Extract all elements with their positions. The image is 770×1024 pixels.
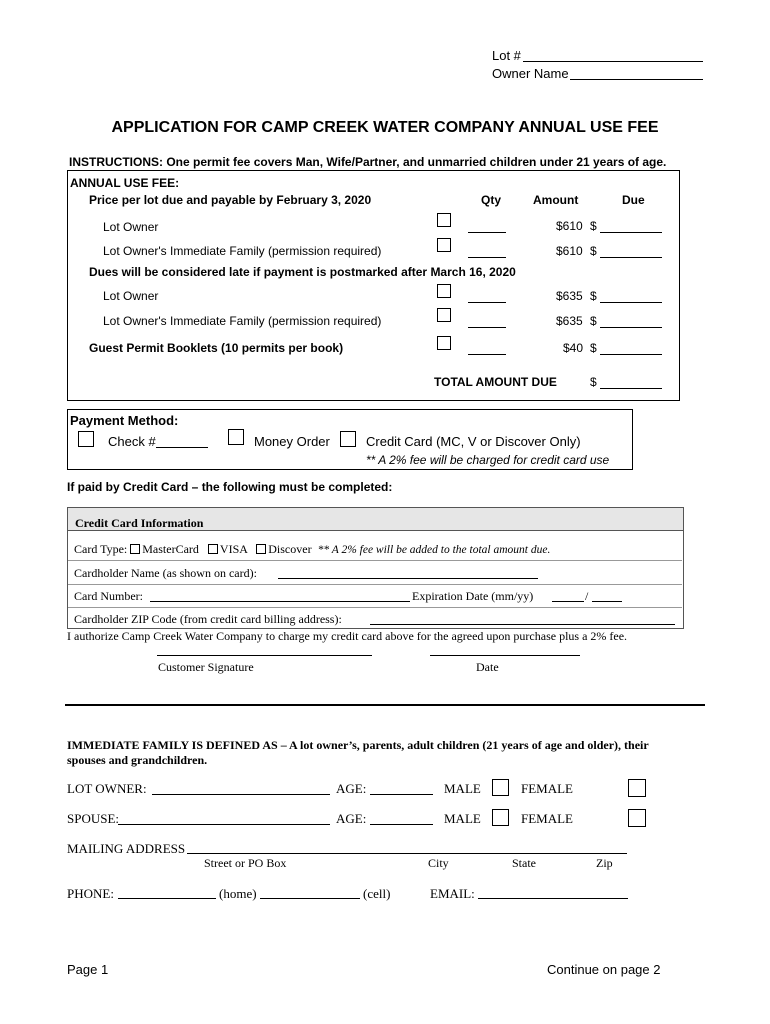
lot-label: Lot # xyxy=(492,48,521,63)
fee-row-checkbox[interactable] xyxy=(437,284,451,298)
spouse-label: SPOUSE: xyxy=(67,811,120,826)
street-label: Street or PO Box xyxy=(204,856,287,870)
fee-row-currency: $ xyxy=(590,289,597,303)
phone-label: PHONE: xyxy=(67,886,114,901)
total-currency: $ xyxy=(590,375,597,389)
fee-row-amount: $610 xyxy=(556,244,583,258)
annual-fee-heading: ANNUAL USE FEE: xyxy=(70,176,180,190)
fee-row-label: Lot Owner xyxy=(103,289,159,303)
continue-note: Continue on page 2 xyxy=(547,962,661,977)
age-label: AGE: xyxy=(336,811,367,826)
guest-qty-input[interactable] xyxy=(468,354,506,355)
col-due-header: Due xyxy=(622,193,645,207)
guest-checkbox[interactable] xyxy=(437,336,451,350)
female-label: FEMALE xyxy=(521,811,573,826)
fee-row-checkbox[interactable] xyxy=(437,238,451,252)
female-label: FEMALE xyxy=(521,781,573,796)
fee-row-qty-input[interactable] xyxy=(468,327,506,328)
fee-row-amount: $635 xyxy=(556,289,583,303)
owner-input[interactable] xyxy=(570,79,703,80)
email-input[interactable] xyxy=(478,898,628,899)
home-label: (home) xyxy=(219,886,257,901)
mastercard-checkbox[interactable] xyxy=(130,544,140,554)
lot-field xyxy=(492,48,521,63)
fee-row-currency: $ xyxy=(590,219,597,233)
email-label: EMAIL: xyxy=(430,886,475,901)
expiration-label: Expiration Date (mm/yy) xyxy=(412,589,534,603)
card-type-label: Card Type: xyxy=(74,542,128,556)
card-type-note: ** A 2% fee will be added to the total amount due. xyxy=(317,544,551,556)
expiration-year-input[interactable] xyxy=(592,601,622,602)
expiration-month-input[interactable] xyxy=(552,601,584,602)
section-divider xyxy=(65,704,705,706)
discover-checkbox[interactable] xyxy=(256,544,266,554)
lot-owner-male-checkbox[interactable] xyxy=(492,779,509,796)
visa-checkbox[interactable] xyxy=(208,544,218,554)
page-number: Page 1 xyxy=(67,962,109,977)
fee-row-due-input[interactable] xyxy=(600,232,662,233)
fee-row-checkbox[interactable] xyxy=(437,213,451,227)
age-label: AGE: xyxy=(336,781,367,796)
date-label: Date xyxy=(476,660,499,674)
fee-row-due-input[interactable] xyxy=(600,327,662,328)
zip-input[interactable] xyxy=(370,624,675,625)
phone-home-input[interactable] xyxy=(118,898,216,899)
check-label: Check # xyxy=(108,434,156,449)
city-label: City xyxy=(428,856,449,870)
fee-row-due-input[interactable] xyxy=(600,257,662,258)
discover-label: Discover xyxy=(268,542,312,556)
signature-input[interactable] xyxy=(157,655,372,656)
instructions: INSTRUCTIONS: One permit fee covers Man, Wife/Partner, and unmarried children under 21 years of age. xyxy=(69,155,667,169)
spouse-male-checkbox[interactable] xyxy=(492,809,509,826)
fee-row-label: Lot Owner's Immediate Family (permission required) xyxy=(103,314,382,328)
cell-label: (cell) xyxy=(363,886,391,901)
signature-label: Customer Signature xyxy=(158,660,254,674)
payment-heading: Payment Method: xyxy=(70,413,179,428)
total-due-input[interactable] xyxy=(600,388,662,389)
col-amount-header: Amount xyxy=(533,193,579,207)
male-label: MALE xyxy=(444,811,481,826)
expiration-separator: / xyxy=(585,589,589,603)
mastercard-label: MasterCard xyxy=(142,542,199,556)
table-divider xyxy=(68,584,682,585)
col-qty-header: Qty xyxy=(481,193,502,207)
fee-row-checkbox[interactable] xyxy=(437,308,451,322)
credit-card-heading: Credit Card Information xyxy=(75,516,204,530)
family-definition-cont: spouses and grandchildren. xyxy=(67,753,208,767)
price-line: Price per lot due and payable by February 3, 2020 xyxy=(89,193,372,207)
check-number-input[interactable] xyxy=(156,447,208,448)
mailing-label: MAILING ADDRESS xyxy=(67,841,186,856)
male-label: MALE xyxy=(444,781,481,796)
authorize-text: I authorize Camp Creek Water Company to charge my credit card above for the agreed upon purchase plus a 2% fee. xyxy=(67,629,628,643)
guest-label: Guest Permit Booklets (10 permits per book) xyxy=(89,341,344,355)
phone-cell-input[interactable] xyxy=(260,898,360,899)
page-title: APPLICATION FOR CAMP CREEK WATER COMPANY ANNUAL USE FEE xyxy=(111,119,659,136)
fee-row-amount: $635 xyxy=(556,314,583,328)
guest-due-input[interactable] xyxy=(600,354,662,355)
cardholder-name-label: Cardholder Name (as shown on card): xyxy=(74,566,257,580)
lot-owner-female-checkbox[interactable] xyxy=(628,779,646,797)
fee-row-qty-input[interactable] xyxy=(468,232,506,233)
check-checkbox[interactable] xyxy=(78,431,94,447)
lot-owner-label: LOT OWNER: xyxy=(67,781,147,796)
visa-label: VISA xyxy=(219,542,248,556)
money-order-checkbox[interactable] xyxy=(228,429,244,445)
family-definition: IMMEDIATE FAMILY IS DEFINED AS – A lot owner’s, parents, adult children (21 years of age and older), their xyxy=(67,738,649,752)
fee-row-currency: $ xyxy=(590,314,597,328)
guest-currency: $ xyxy=(590,341,597,355)
owner-label: Owner Name xyxy=(492,66,569,81)
zip-sub-label: Zip xyxy=(596,856,613,870)
owner-field xyxy=(492,66,569,81)
credit-fee-note: ** A 2% fee will be charged for credit card use xyxy=(366,453,610,467)
lot-owner-age-input[interactable] xyxy=(370,794,433,795)
credit-card-label: Credit Card (MC, V or Discover Only) xyxy=(366,434,581,449)
fee-row-label: Lot Owner's Immediate Family (permission required) xyxy=(103,244,382,258)
fee-row-currency: $ xyxy=(590,244,597,258)
state-label: State xyxy=(512,856,536,870)
fee-row-qty-input[interactable] xyxy=(468,302,506,303)
zip-label: Cardholder ZIP Code (from credit card billing address): xyxy=(74,612,342,626)
lot-owner-input[interactable] xyxy=(152,794,330,795)
table-divider xyxy=(68,560,682,561)
card-number-label: Card Number: xyxy=(74,589,143,603)
spouse-age-input[interactable] xyxy=(370,824,433,825)
lot-input[interactable] xyxy=(523,61,703,62)
guest-amount: $40 xyxy=(563,341,584,355)
spouse-female-checkbox[interactable] xyxy=(628,809,646,827)
credit-intro: If paid by Credit Card – the following must be completed: xyxy=(67,480,393,494)
spouse-input[interactable] xyxy=(118,824,330,825)
table-divider xyxy=(68,607,682,608)
cardholder-name-input[interactable] xyxy=(278,578,538,579)
fee-row-label: Lot Owner xyxy=(103,220,159,234)
credit-card-checkbox[interactable] xyxy=(340,431,356,447)
card-type-row xyxy=(74,542,550,557)
card-number-input[interactable] xyxy=(150,601,410,602)
fee-row-amount: $610 xyxy=(556,219,583,233)
total-label: TOTAL AMOUNT DUE xyxy=(434,375,557,389)
mailing-address-input[interactable] xyxy=(187,853,627,854)
money-order-label: Money Order xyxy=(254,434,330,449)
late-note: Dues will be considered late if payment is postmarked after March 16, 2020 xyxy=(89,265,516,279)
fee-row-due-input[interactable] xyxy=(600,302,662,303)
date-input[interactable] xyxy=(430,655,580,656)
fee-row-qty-input[interactable] xyxy=(468,257,506,258)
